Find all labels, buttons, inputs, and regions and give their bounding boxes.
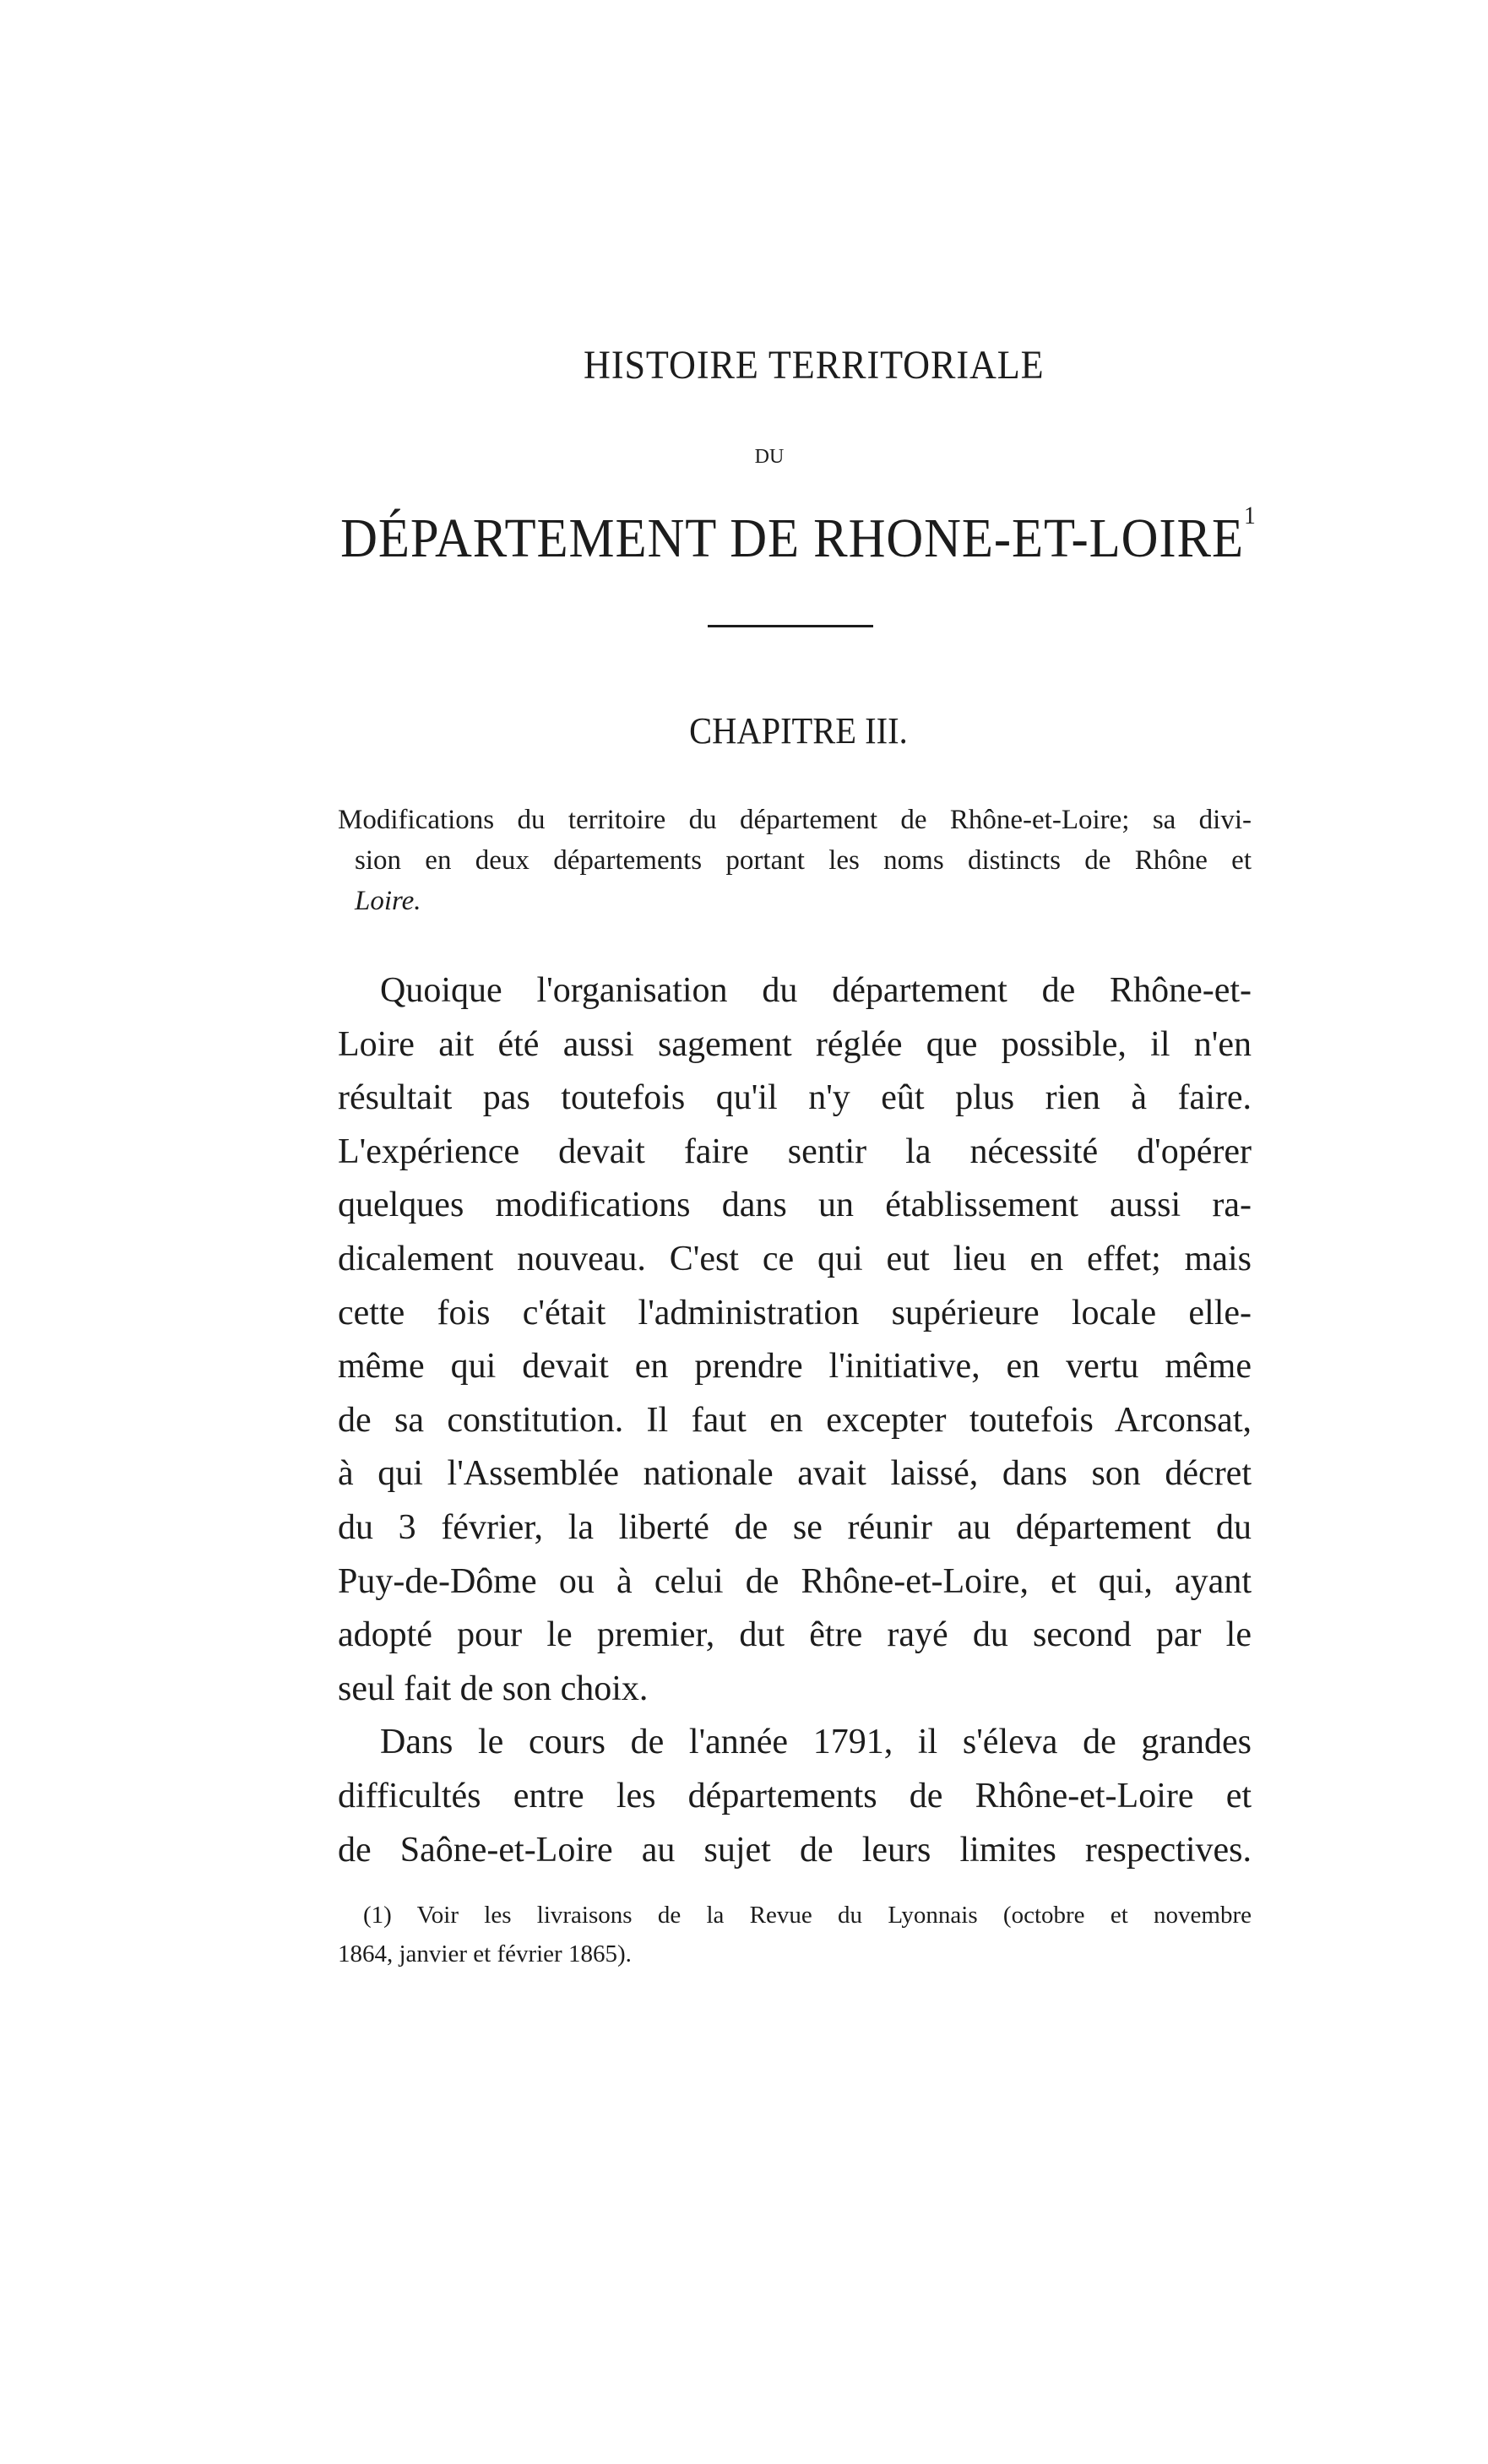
footnote-line: 1864, janvier et février 1865). [338, 1940, 632, 1967]
paragraph-line: difficultés entre les départements de Rhône-et-Loire et [338, 1776, 1252, 1815]
paragraph-line: Puy-de-Dôme ou à celui de Rhône-et-Loire, et qui, ayant [338, 1561, 1252, 1601]
footnote [338, 1896, 1252, 1973]
paragraph-line: du 3 février, la liberté de se réunir au département du [338, 1507, 1252, 1547]
main-title-text: DÉPARTEMENT DE RHONE-ET-LOIRE [340, 507, 1244, 569]
main-title-line-1: HISTOIRE TERRITORIALE [584, 343, 1045, 388]
chapter-heading: CHAPITRE III. [689, 710, 908, 752]
main-title-line-2 [59, 502, 1428, 571]
summary-line: sion en deux départements portant les noms distincts de Rhône et [355, 845, 1252, 876]
paragraph-line: de Saône-et-Loire au sujet de leurs limites respectives. [338, 1830, 1252, 1870]
paragraph-line: même qui devait en prendre l'initiative, en vertu même [338, 1347, 1252, 1387]
body-text [338, 964, 1252, 1877]
paragraph-line: Loire ait été aussi sagement réglée que possible, il n'en [338, 1024, 1252, 1064]
paragraph-line: de sa constitution. Il faut en excepter toutefois Arconsat, [338, 1400, 1252, 1440]
main-title-du: DU [754, 446, 785, 468]
paragraph-line: résultait pas toutefois qu'il n'y eût plus rien à faire. [338, 1078, 1252, 1118]
paragraph-line: quelques modifications dans un établissement aussi ra- [338, 1186, 1252, 1225]
paragraph-line: à qui l'Assemblée nationale avait laissé, dans son décret [338, 1454, 1252, 1494]
paragraph-line: Dans le cours de l'année 1791, il s'éleva de grandes [380, 1723, 1252, 1762]
paragraph-line: dicalement nouveau. C'est ce qui eut lieu en effet; mais [338, 1239, 1252, 1278]
paragraph-line: cette fois c'était l'administration supérieure locale elle- [338, 1293, 1252, 1332]
title-divider [708, 625, 873, 627]
paragraph-line: Quoique l'organisation du département de Rhône-et- [380, 971, 1252, 1010]
chapter-summary [338, 800, 1252, 921]
paragraph-line: adopté pour le premier, dut être rayé du second par le [338, 1615, 1252, 1655]
summary-line: Modifications du territoire du département de Rhône-et-Loire; sa divi- [338, 805, 1252, 835]
paragraph-line: L'expérience devait faire sentir la nécessité d'opérer [338, 1132, 1252, 1171]
footnote-line: (1) Voir les livraisons de la Revue du Lyonnais (octobre et novembre [363, 1902, 1252, 1929]
paragraph-line: seul fait de son choix. [338, 1669, 649, 1708]
title-footnote-mark: 1 [1243, 502, 1257, 529]
summary-line: Loire. [355, 886, 421, 916]
